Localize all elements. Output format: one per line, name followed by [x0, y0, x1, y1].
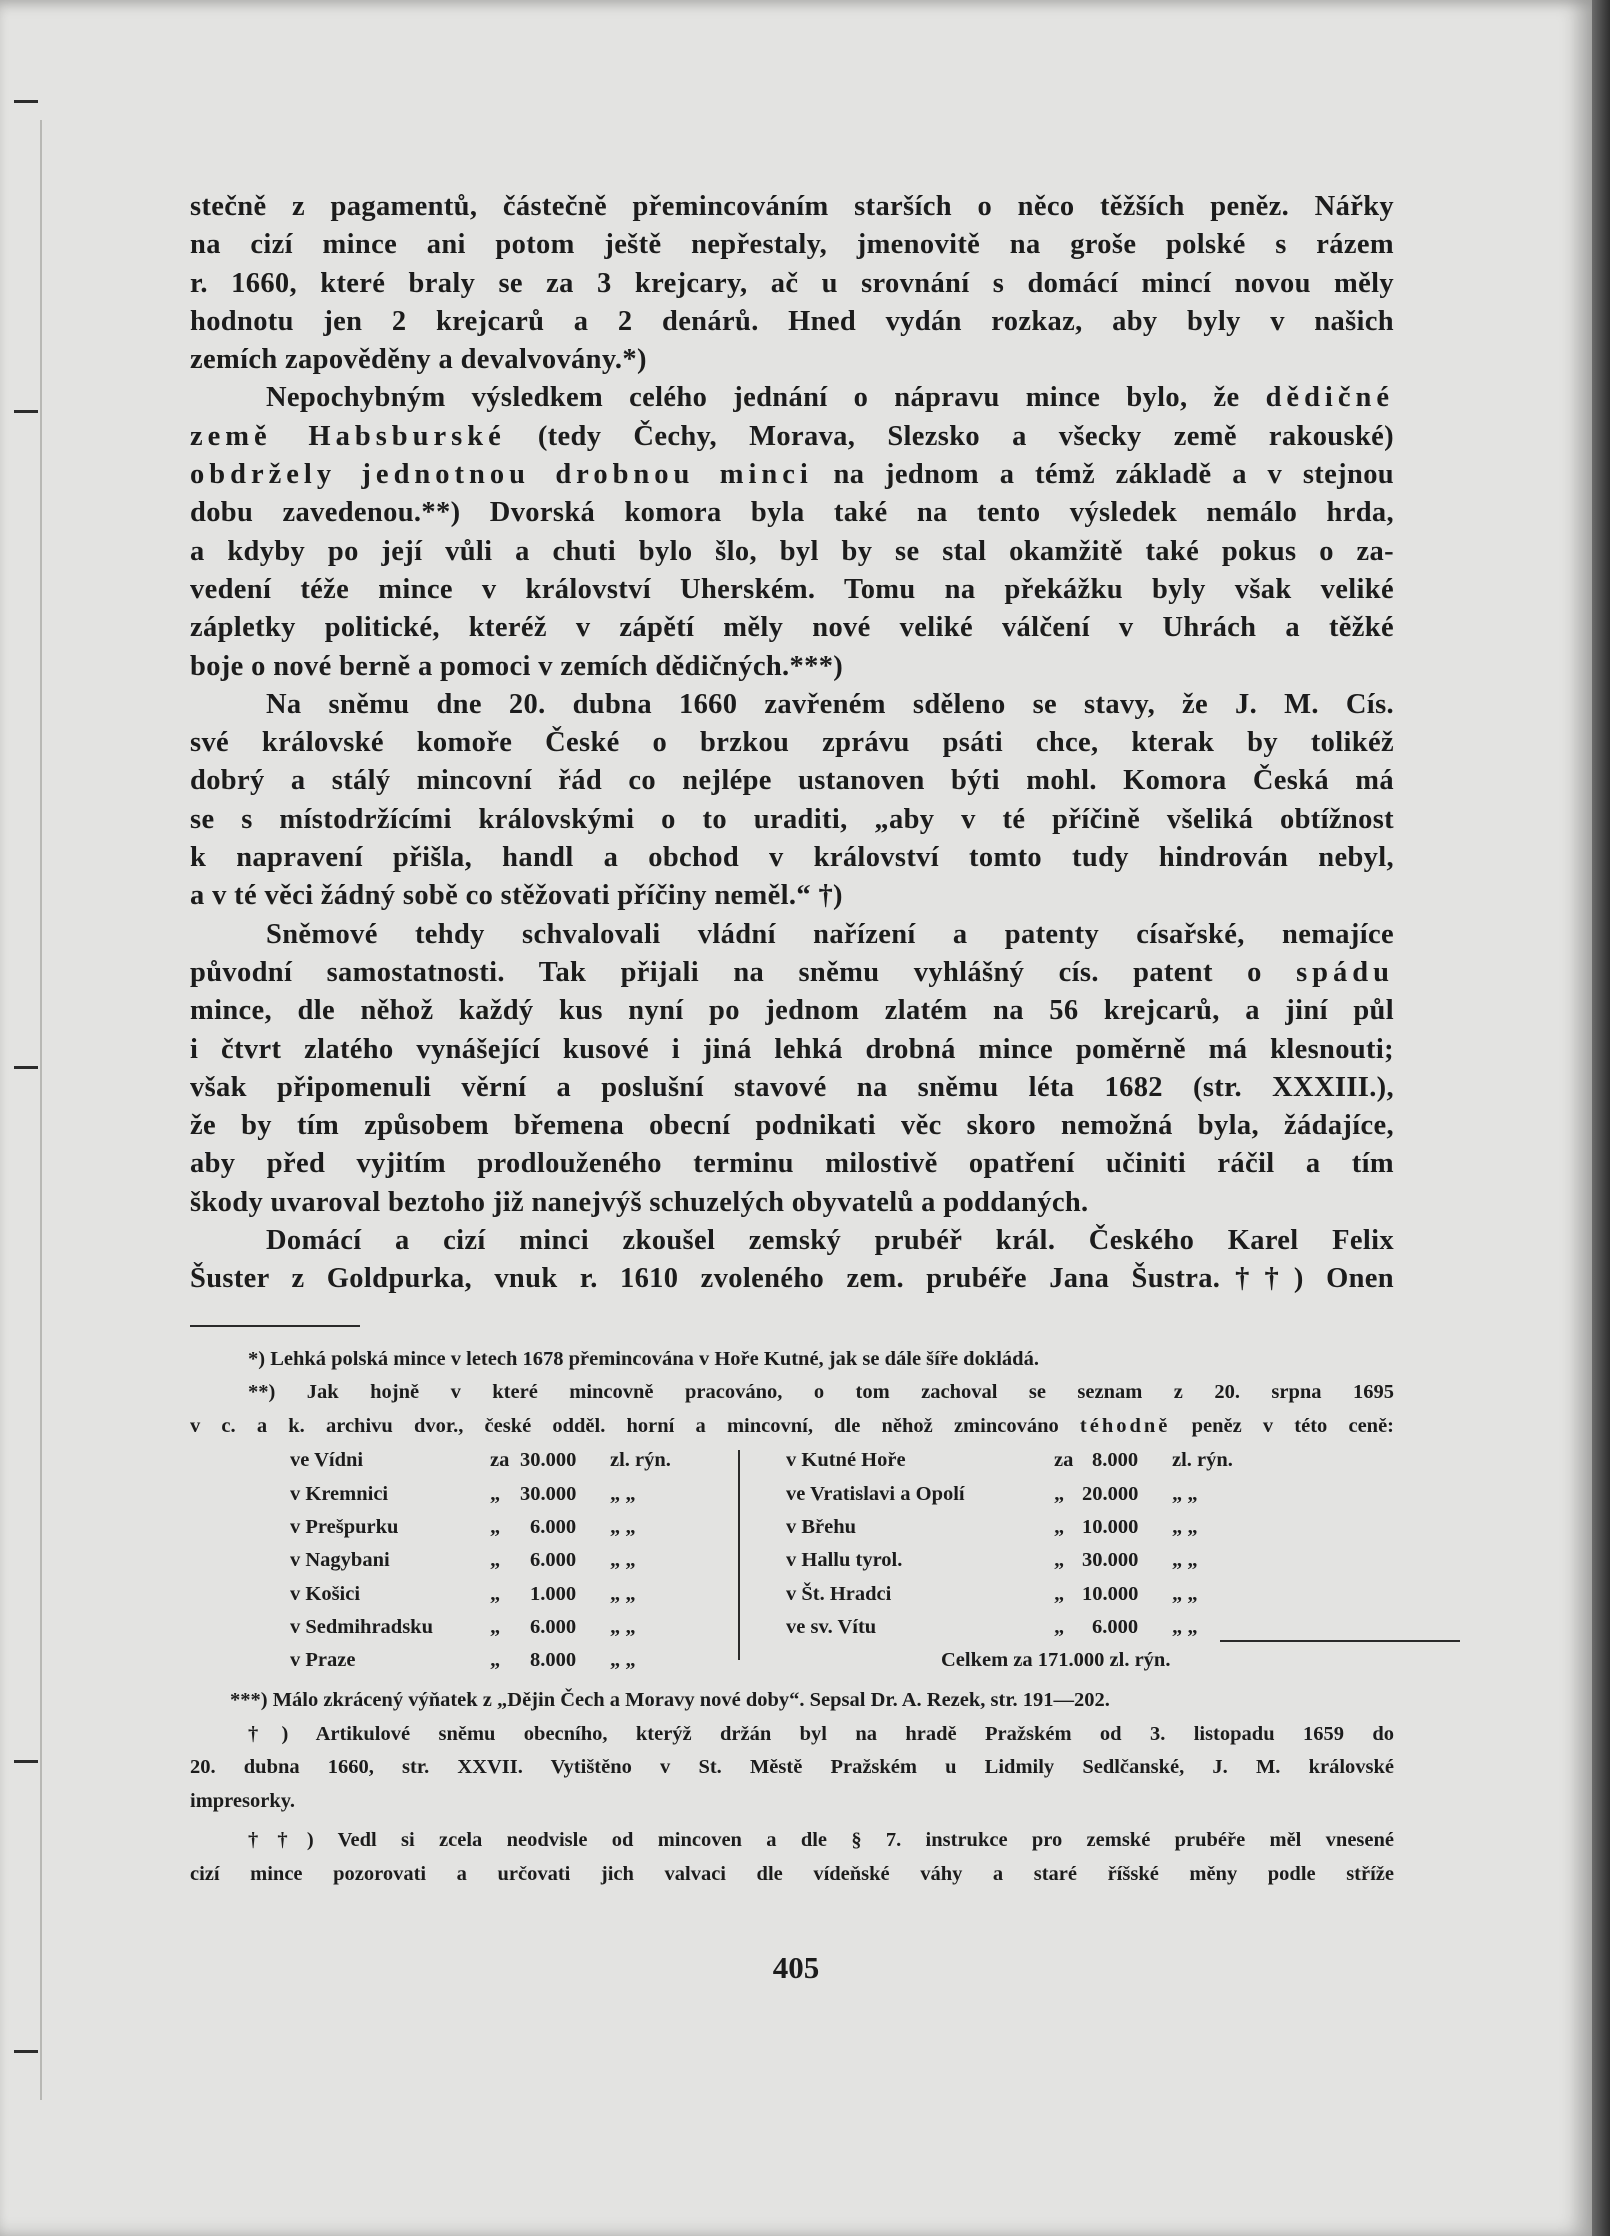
- mint-output-table: [190, 1444, 1394, 1682]
- footnote-line: [190, 1410, 1394, 1444]
- sum-rule: [1220, 1640, 1460, 1642]
- body-line: a v té věci žádný sobě co stěžovati příčiny neměl.“ †): [190, 880, 843, 912]
- mint-za: „: [1054, 1582, 1065, 1605]
- mint-za: „: [1054, 1549, 1065, 1572]
- mint-amount: 6.000: [530, 1549, 577, 1572]
- mint-place: v Praze: [290, 1649, 356, 1672]
- mint-row: [290, 1578, 730, 1611]
- mint-za: „: [1054, 1482, 1065, 1505]
- mint-place: v Břehu: [786, 1515, 857, 1538]
- body-line: stečně z pagamentů, částečně přemincováním starších o něco těžších peněz. Nářky: [190, 191, 1394, 222]
- body-line: [190, 954, 1394, 992]
- mint-row: [786, 1444, 1406, 1477]
- footnote: †) Artikulové sněmu obecního, kterýž držán byl na hradě Pražském od 3. listopadu 1659 do: [248, 1722, 1394, 1745]
- mint-amount: 8.000: [530, 1649, 577, 1672]
- mint-place: v Prešpurku: [290, 1515, 399, 1538]
- binding-mark: [14, 1760, 38, 1763]
- binding-mark: [14, 410, 38, 413]
- footnote: ††) Vedl si zcela neodvisle od mincoven a dle § 7. instrukce pro zemské prubéře měl vnesené: [248, 1829, 1394, 1852]
- binding-mark: [14, 1066, 38, 1069]
- body-line: se s místodržícími královskými o to uraditi, „aby v té příčině všeliká obtížnost: [190, 803, 1394, 835]
- binding-mark: [14, 2050, 38, 2053]
- mint-unit: „ „: [1172, 1515, 1198, 1538]
- body-line: [190, 379, 1394, 417]
- body-line: boje o nové berně a pomoci v zemích dědičných.***): [190, 650, 844, 682]
- mint-amount: 6.000: [1092, 1616, 1139, 1639]
- mint-total-row: [786, 1644, 1406, 1677]
- body-line: škody uvaroval beztoho již nanejvýš schuzelých obyvatelů a poddaných.: [190, 1186, 1089, 1218]
- mint-unit: „ „: [1172, 1482, 1198, 1505]
- body-line: Sněmové tehdy schvalovali vládní nařízení a patenty císařské, nemajíce: [266, 918, 1394, 950]
- mint-za: „: [490, 1649, 501, 1672]
- mint-row: [290, 1478, 730, 1511]
- body-line: zápletky politické, kteréž v zápětí měly nové veliké válčení v Uhrách a těžké: [190, 612, 1394, 644]
- mint-row: [786, 1478, 1406, 1511]
- mint-za: „: [490, 1582, 501, 1605]
- mint-place: v Kremnici: [290, 1482, 389, 1505]
- body-line: k napravení přišla, handl a obchod v království tomto tudy hindrován nebyl,: [190, 842, 1394, 874]
- mint-row: [290, 1544, 730, 1577]
- mint-amount: 20.000: [1082, 1482, 1139, 1505]
- mint-place: ve Vratislavi a Opolí: [786, 1482, 965, 1505]
- body-line: dobrý a stálý mincovní řád co nejlépe ustanoven býti mohl. Komora Česká má: [190, 765, 1394, 797]
- spaced-text: dědičné: [1265, 382, 1394, 414]
- mint-za: „: [1054, 1616, 1065, 1639]
- mint-column-left: [290, 1444, 730, 1678]
- body-line: i čtvrt zlatého vynášející kusové i jiná lehká drobná mince poměrně má klesnouti;: [190, 1033, 1394, 1065]
- body-line: aby před vyjitím prodlouženého terminu milostivě opatření učiniti ráčil a tím: [190, 1148, 1394, 1180]
- footnote-line: 20. dubna 1660, str. XXVII. Vytištěno v St. Městě Pražském u Lidmily Sedlčanské, J. M. královské: [190, 1756, 1394, 1779]
- mint-unit: zl. rýn.: [610, 1449, 671, 1472]
- mint-amount: 6.000: [530, 1616, 577, 1639]
- mint-place: v Nagybani: [290, 1549, 390, 1572]
- body-line: Na sněmu dne 20. dubna 1660 zavřeném sděleno se stavy, že J. M. Cís.: [266, 688, 1394, 720]
- mint-unit: „ „: [1172, 1582, 1198, 1605]
- page-edge-shadow: [1592, 0, 1610, 2236]
- body-line: své královské komoře České o brzkou zprávu psáti chce, kterak by tolikéž: [190, 727, 1394, 759]
- mint-za: „: [490, 1549, 501, 1572]
- body-line: a kdyby po její vůli a chuti bylo šlo, byl by se stal okamžitě také pokus o za-: [190, 535, 1394, 567]
- mint-place: ve Vídni: [290, 1449, 364, 1472]
- mint-row: [290, 1644, 730, 1677]
- text-run: peněz v této ceně:: [1191, 1414, 1395, 1437]
- mint-unit: zl. rýn.: [1172, 1449, 1233, 1472]
- footnote: ***) Málo zkrácený výňatek z „Dějin Čech a Moravy nové doby“. Sepsal Dr. A. Rezek, str. 191—202.: [230, 1689, 1110, 1712]
- mint-amount: 1.000: [530, 1582, 577, 1605]
- mint-unit: „ „: [610, 1616, 636, 1639]
- column-divider: [738, 1450, 740, 1660]
- mint-row: [786, 1578, 1406, 1611]
- footnote-line: impresorky.: [190, 1789, 295, 1812]
- footnote: *) Lehká polská mince v letech 1678 přemincována v Hoře Kutné, jak se dále šíře dokládá.: [248, 1347, 1039, 1370]
- mint-unit: „ „: [1172, 1549, 1198, 1572]
- page-number: 405: [772, 1950, 820, 1985]
- body-line: zemích zapověděny a devalvovány.*): [190, 344, 647, 376]
- body-line: r. 1660, které braly se za 3 krejcary, ač u srovnání s domácí mincí novou měly: [190, 267, 1394, 299]
- body-line: [190, 418, 1394, 456]
- mint-row: [786, 1511, 1406, 1544]
- mint-place: v Košici: [290, 1582, 361, 1605]
- mint-za: „: [490, 1482, 501, 1505]
- mint-row: [786, 1544, 1406, 1577]
- body-line: [190, 456, 1394, 494]
- body-line: Domácí a cizí minci zkoušel zemský prubéř král. Českého Karel Felix: [266, 1225, 1394, 1257]
- mint-unit: „ „: [610, 1582, 636, 1605]
- mint-column-right: [786, 1444, 1406, 1678]
- mint-amount: 30.000: [1082, 1549, 1139, 1572]
- mint-amount: 30.000: [520, 1449, 577, 1472]
- spaced-text: spádu: [1296, 956, 1394, 988]
- mint-za: „: [1054, 1515, 1065, 1538]
- spaced-text: země Habsburské: [190, 420, 506, 452]
- mint-unit: „ „: [1172, 1616, 1198, 1639]
- mint-za: za: [490, 1449, 510, 1472]
- binding-mark: [14, 100, 38, 103]
- mint-unit: „ „: [610, 1482, 636, 1505]
- mint-place: v Sedmihradsku: [290, 1616, 433, 1639]
- mint-row: [290, 1511, 730, 1544]
- mint-amount: 6.000: [530, 1515, 577, 1538]
- binding-shadow-line: [40, 120, 42, 2100]
- body-line: na cizí mince ani potom ještě nepřestaly, jmenovitě na groše polské s rázem: [190, 229, 1394, 261]
- mint-place: v Kutné Hoře: [786, 1449, 906, 1472]
- mint-amount: 30.000: [520, 1482, 577, 1505]
- body-line: dobu zavedenou.**) Dvorská komora byla také na tento výsledek nemálo hrda,: [190, 497, 1394, 529]
- body-line: vedení téže mince v království Uherském. Tomu na překážku byly však veliké: [190, 573, 1394, 605]
- mint-unit: „ „: [610, 1649, 636, 1672]
- text-run: původní samostatnosti. Tak přijali na sněmu vyhlášný cís. patent o: [190, 956, 1262, 988]
- footnote-line: cizí mince pozorovati a určovati jich valvaci dle vídeňské váhy a staré říšské měny podle stříže: [190, 1862, 1394, 1885]
- text-run: v c. a k. archivu dvor., české odděl. horní a mincovní, dle něhož zmincováno: [190, 1414, 1059, 1437]
- text-run: (tedy Čechy, Morava, Slezsko a všecky země rakouské): [537, 420, 1394, 452]
- text-run: na jednom a témž základě a v stejnou: [833, 459, 1394, 491]
- body-line: že by tím způsobem břemena obecní podnikati věc skoro nemožná byla, žádajíce,: [190, 1110, 1394, 1142]
- body-line: Šuster z Goldpurka, vnuk r. 1610 zvoleného zem. prubéře Jana Šustra.††) Onen: [190, 1263, 1394, 1295]
- mint-total: Celkem za 171.000 zl. rýn.: [941, 1649, 1171, 1672]
- mint-amount: 10.000: [1082, 1515, 1139, 1538]
- mint-za: „: [490, 1515, 501, 1538]
- mint-amount: 10.000: [1082, 1582, 1139, 1605]
- mint-unit: „ „: [610, 1515, 636, 1538]
- mint-place: v Št. Hradci: [786, 1582, 892, 1605]
- body-line: však připomenuli věrní a poslušní stavové na sněmu léta 1682 (str. XXXIII.),: [190, 1071, 1394, 1103]
- mint-za: za: [1054, 1449, 1074, 1472]
- footnote-rule: [190, 1325, 360, 1327]
- mint-place: v Hallu tyrol.: [786, 1549, 903, 1572]
- mint-amount: 8.000: [1092, 1449, 1139, 1472]
- body-line: mince, dle něhož každý kus nyní po jednom zlatém na 56 krejcarů, a jiní půl: [190, 995, 1394, 1027]
- page-text: [190, 188, 1394, 1891]
- footnote: **) Jak hojně v které mincovně pracováno, o tom zachoval se seznam z 20. srpna 1695: [248, 1381, 1394, 1404]
- spaced-text: téhodně: [1079, 1414, 1171, 1437]
- mint-unit: „ „: [610, 1549, 636, 1572]
- mint-za: „: [490, 1616, 501, 1639]
- body-line: hodnotu jen 2 krejcarů a 2 denárů. Hned vydán rozkaz, aby byly v našich: [190, 305, 1394, 337]
- spaced-text: obdržely jednotnou drobnou minci: [190, 459, 813, 491]
- mint-row: [290, 1444, 730, 1477]
- text-run: Nepochybným výsledkem celého jednání o nápravu mince bylo, že: [266, 382, 1240, 414]
- mint-row: [290, 1611, 730, 1644]
- mint-place: ve sv. Vítu: [786, 1616, 877, 1639]
